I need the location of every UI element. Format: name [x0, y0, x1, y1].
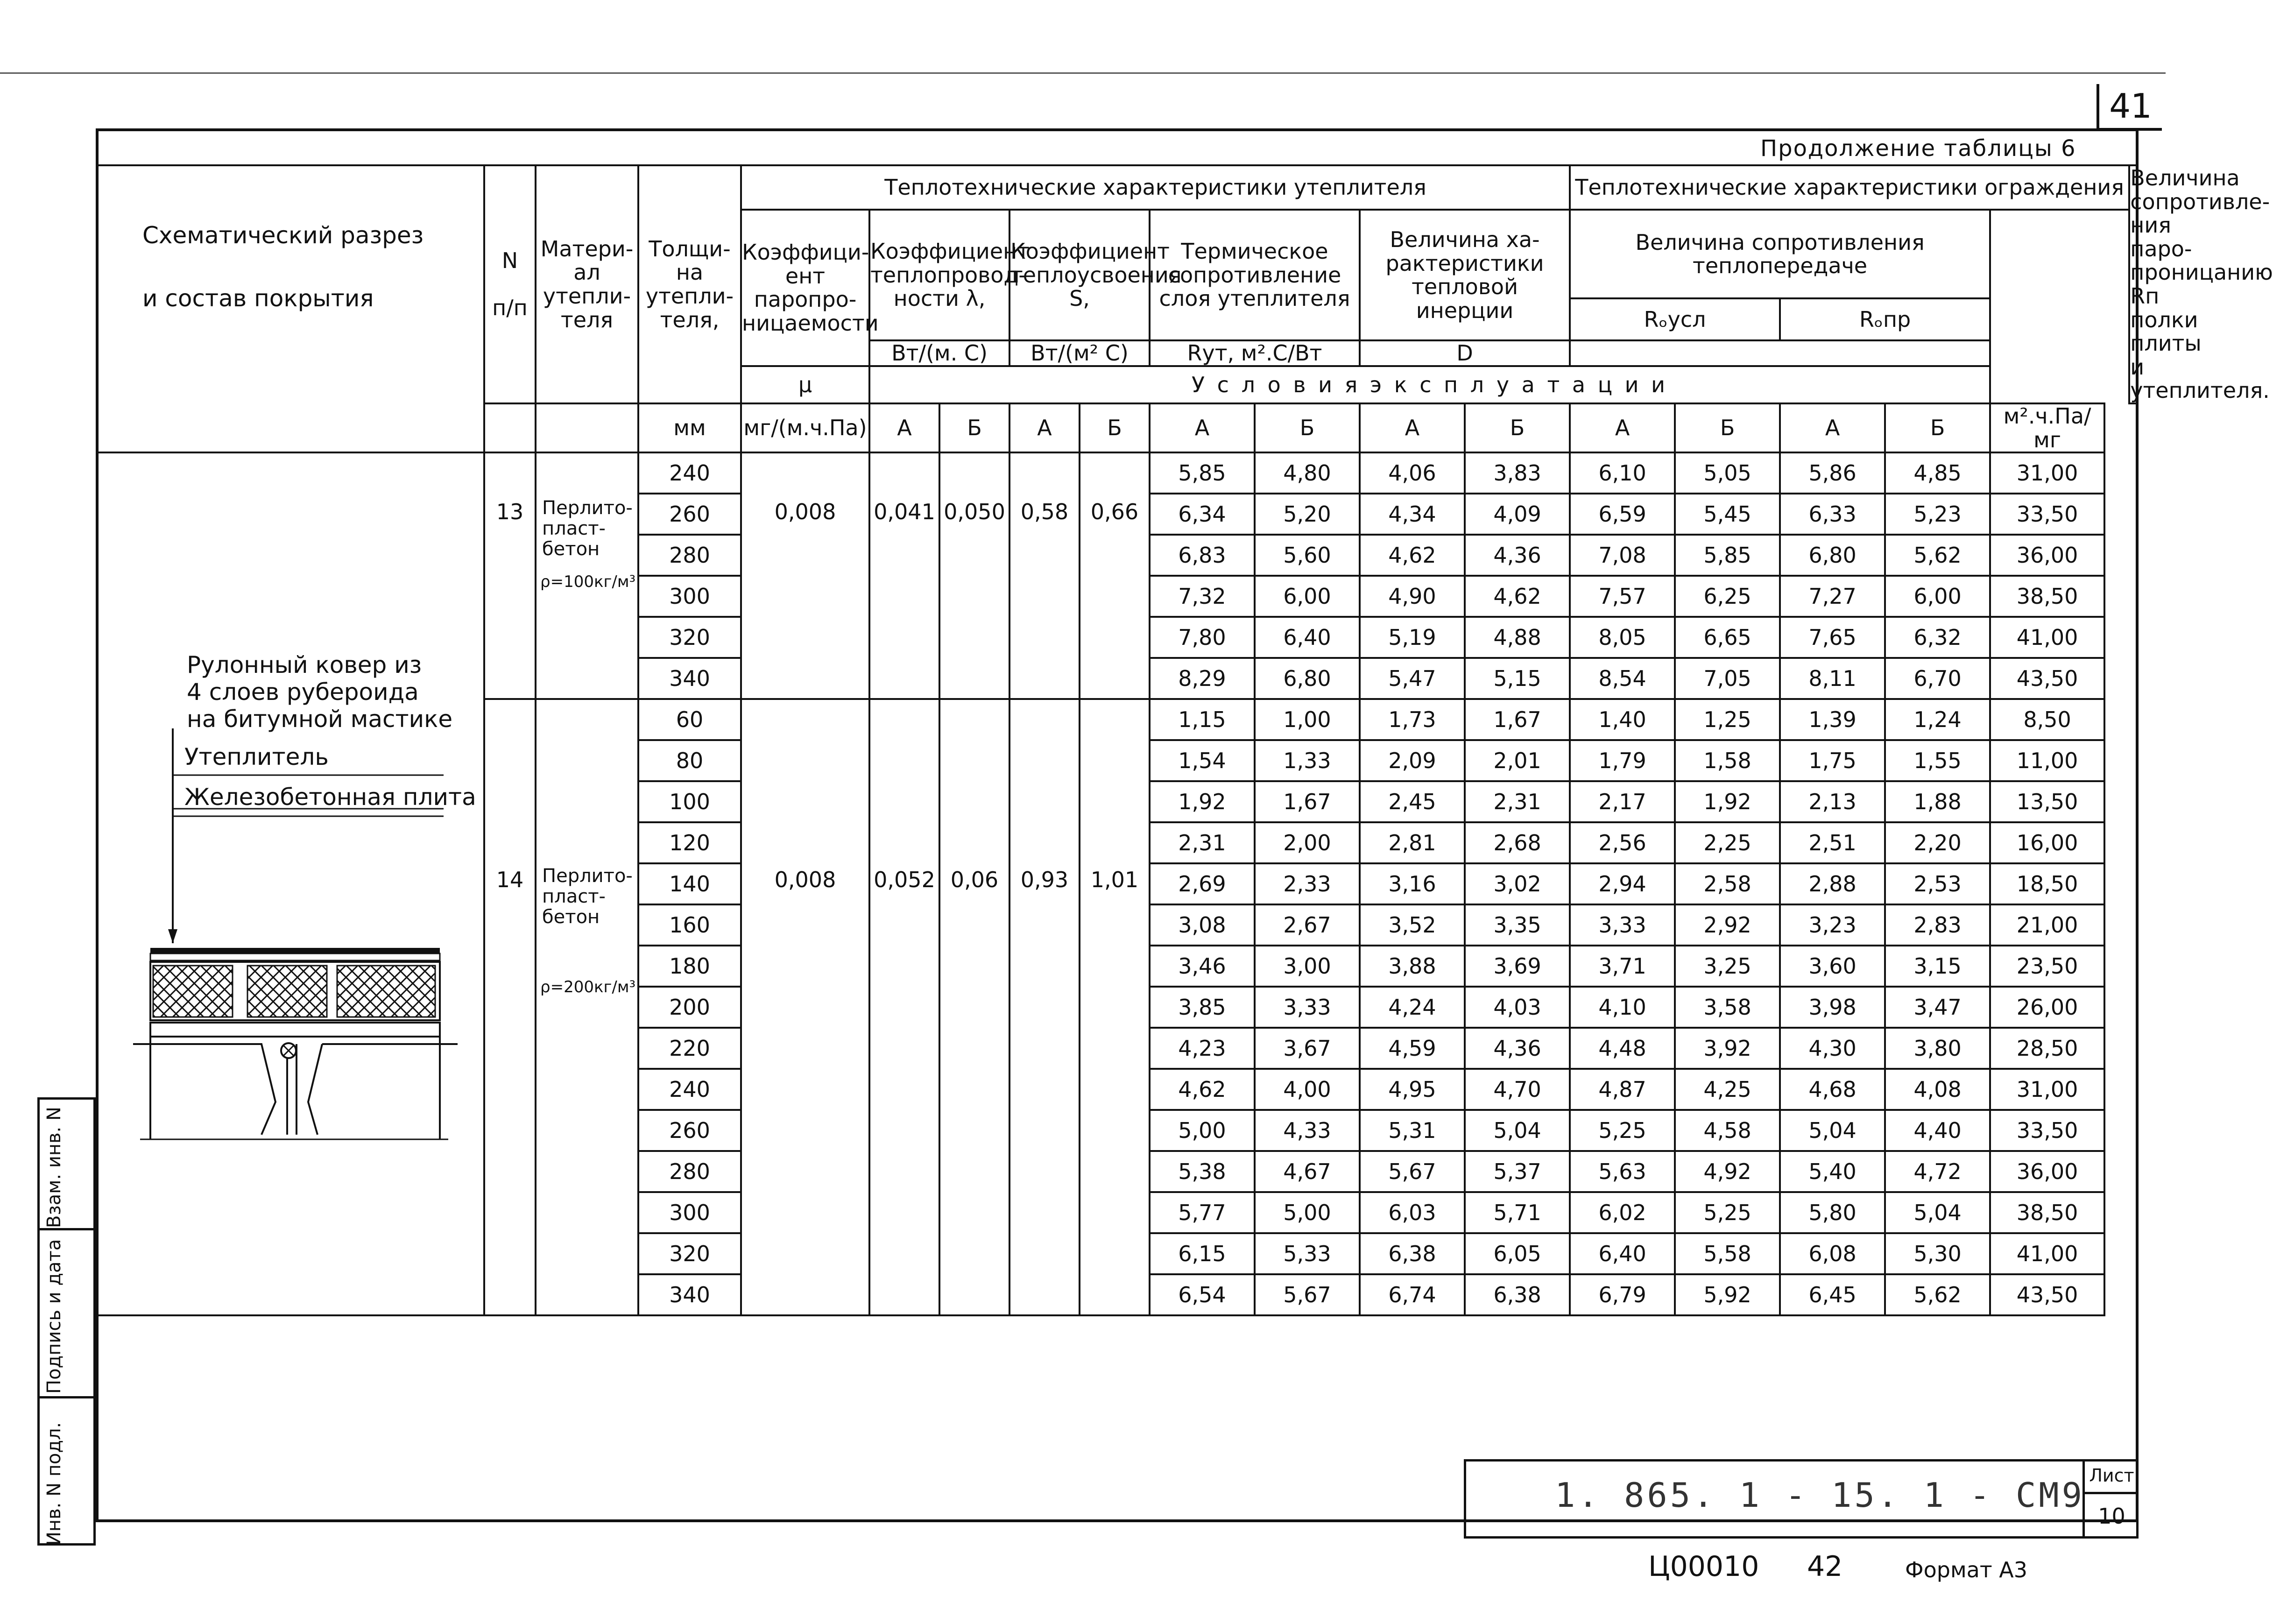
stamp-sign-date: Подпись и дата: [43, 1239, 65, 1394]
value-cell: 1,92: [1675, 781, 1780, 822]
value-cell: 4,62: [1150, 1069, 1255, 1110]
value-cell: 2,31: [1465, 781, 1570, 822]
vapor-unit: мг/(м.ч.Па): [741, 403, 869, 452]
value-cell: 4,00: [1255, 1069, 1360, 1110]
value-cell: 2,33: [1255, 863, 1360, 904]
thickness-cell: 260: [638, 1110, 741, 1151]
value-cell: 21,00: [1990, 904, 2104, 946]
thickness-cell: 340: [638, 658, 741, 699]
group-number: 13: [484, 452, 536, 699]
value-cell: 3,15: [1885, 946, 1990, 987]
table-row: [97, 452, 2138, 494]
value-cell: 3,85: [1150, 987, 1255, 1028]
value-cell: 5,85: [1150, 452, 1255, 494]
value-cell: 4,59: [1360, 1028, 1465, 1069]
thickness-cell: 300: [638, 576, 741, 617]
value-cell: 26,00: [1990, 987, 2104, 1028]
value-cell: 2,53: [1885, 863, 1990, 904]
col-a: А: [1570, 403, 1675, 452]
value-cell: 6,59: [1570, 494, 1675, 535]
lambda-b-cell: 0,050: [939, 452, 1009, 699]
thermal-res-unit: Rут, м².С/Вт: [1150, 340, 1360, 366]
value-cell: 3,35: [1465, 904, 1570, 946]
value-cell: 4,62: [1360, 535, 1465, 576]
thickness-cell: 320: [638, 617, 741, 658]
value-cell: 7,32: [1150, 576, 1255, 617]
value-cell: 5,25: [1675, 1192, 1780, 1233]
value-cell: 4,36: [1465, 1028, 1570, 1069]
value-cell: 6,65: [1675, 617, 1780, 658]
value-cell: 1,58: [1675, 740, 1780, 781]
s-b-cell: 1,01: [1080, 699, 1150, 1315]
value-cell: 7,05: [1675, 658, 1780, 699]
value-cell: 4,80: [1255, 452, 1360, 494]
value-cell: 5,05: [1675, 452, 1780, 494]
value-cell: 4,34: [1360, 494, 1465, 535]
top-trim-line: [0, 72, 2166, 74]
value-cell: 7,27: [1780, 576, 1885, 617]
value-cell: 5,23: [1885, 494, 1990, 535]
value-cell: 4,03: [1465, 987, 1570, 1028]
value-cell: 1,54: [1150, 740, 1255, 781]
value-cell: 43,50: [1990, 658, 2104, 699]
value-cell: 2,45: [1360, 781, 1465, 822]
value-cell: 6,38: [1465, 1274, 1570, 1315]
s-a-cell: 0,58: [1009, 452, 1080, 699]
value-cell: 2,81: [1360, 822, 1465, 863]
heat-transfer-header: Величина сопротивления теплопередаче: [1570, 210, 1990, 298]
thickness-cell: 160: [638, 904, 741, 946]
thickness-cell: 60: [638, 699, 741, 740]
density-label: ρ=100кг/м³: [540, 572, 636, 592]
value-cell: 4,68: [1780, 1069, 1885, 1110]
value-cell: 7,65: [1780, 617, 1885, 658]
value-cell: 4,95: [1360, 1069, 1465, 1110]
value-cell: 1,33: [1255, 740, 1360, 781]
thickness-cell: 120: [638, 822, 741, 863]
value-cell: 31,00: [1990, 452, 2104, 494]
value-cell: 6,74: [1360, 1274, 1465, 1315]
value-cell: 1,88: [1885, 781, 1990, 822]
value-cell: 31,00: [1990, 1069, 2104, 1110]
value-cell: 7,57: [1570, 576, 1675, 617]
value-cell: 13,50: [1990, 781, 2104, 822]
value-cell: 3,83: [1465, 452, 1570, 494]
value-cell: 6,38: [1360, 1233, 1465, 1274]
value-cell: 5,60: [1255, 535, 1360, 576]
value-cell: 4,67: [1255, 1151, 1360, 1192]
value-cell: 5,04: [1465, 1110, 1570, 1151]
insul-group-header: Теплотехнические характеристики утеплителя: [741, 165, 1570, 210]
value-cell: 6,83: [1150, 535, 1255, 576]
value-cell: 5,47: [1360, 658, 1465, 699]
value-cell: 6,80: [1780, 535, 1885, 576]
value-cell: 2,01: [1465, 740, 1570, 781]
value-cell: 3,02: [1465, 863, 1570, 904]
value-cell: 4,24: [1360, 987, 1465, 1028]
value-cell: 1,55: [1885, 740, 1990, 781]
footer-code: Ц00010: [1648, 1550, 1759, 1583]
value-cell: 1,39: [1780, 699, 1885, 740]
material-label: Перлито- пласт- бетон: [542, 497, 633, 560]
thickness-cell: 300: [638, 1192, 741, 1233]
group-number: 14: [484, 699, 536, 1315]
layer-insulation: Утеплитель: [184, 743, 329, 770]
value-cell: 2,69: [1150, 863, 1255, 904]
value-cell: 1,79: [1570, 740, 1675, 781]
col-b: Б: [1885, 403, 1990, 452]
value-cell: 5,63: [1570, 1151, 1675, 1192]
value-cell: 5,80: [1780, 1192, 1885, 1233]
s-b-cell: 0,66: [1080, 452, 1150, 699]
value-cell: 3,23: [1780, 904, 1885, 946]
value-cell: 1,73: [1360, 699, 1465, 740]
value-cell: 4,40: [1885, 1110, 1990, 1151]
value-cell: 5,19: [1360, 617, 1465, 658]
value-cell: 6,40: [1255, 617, 1360, 658]
value-cell: 3,25: [1675, 946, 1780, 987]
value-cell: 33,50: [1990, 1110, 2104, 1151]
value-cell: 3,46: [1150, 946, 1255, 987]
value-cell: 1,00: [1255, 699, 1360, 740]
value-cell: 5,67: [1360, 1151, 1465, 1192]
value-cell: 5,67: [1255, 1274, 1360, 1315]
scheme-title-2: и состав покрытия: [142, 285, 374, 312]
value-cell: 4,85: [1885, 452, 1990, 494]
value-cell: 6,40: [1570, 1233, 1675, 1274]
value-cell: 3,67: [1255, 1028, 1360, 1069]
fence-group-header: Теплотехнические характеристики ограждения: [1570, 165, 2129, 210]
value-cell: 1,25: [1675, 699, 1780, 740]
value-cell: 4,30: [1780, 1028, 1885, 1069]
value-cell: 5,58: [1675, 1233, 1780, 1274]
document-number: 1. 865. 1 - 15. 1 - СМ9: [1555, 1476, 2085, 1515]
value-cell: 2,68: [1465, 822, 1570, 863]
value-cell: 5,40: [1780, 1151, 1885, 1192]
value-cell: 5,71: [1465, 1192, 1570, 1233]
vapor-res-unit: м².ч.Па/мг: [1990, 403, 2104, 452]
sheet-corner-number: 41: [2097, 84, 2162, 131]
value-cell: 4,09: [1465, 494, 1570, 535]
value-cell: 3,33: [1255, 987, 1360, 1028]
col-b: Б: [1675, 403, 1780, 452]
inertia-symbol: D: [1360, 340, 1570, 366]
value-cell: 6,80: [1255, 658, 1360, 699]
value-cell: 3,08: [1150, 904, 1255, 946]
value-cell: 2,09: [1360, 740, 1465, 781]
col-b: Б: [939, 403, 1009, 452]
thickness-cell: 80: [638, 740, 741, 781]
thickness-cell: 100: [638, 781, 741, 822]
value-cell: 3,16: [1360, 863, 1465, 904]
lambda-b-cell: 0,06: [939, 699, 1009, 1315]
value-cell: 33,50: [1990, 494, 2104, 535]
density-label: ρ=200кг/м³: [540, 978, 636, 997]
value-cell: 4,06: [1360, 452, 1465, 494]
thickness-cell: 320: [638, 1233, 741, 1274]
value-cell: 4,10: [1570, 987, 1675, 1028]
lambda-header: Коэффициент теплопровод- ности λ,: [869, 210, 1009, 340]
value-cell: 16,00: [1990, 822, 2104, 863]
vapor-coef-header: Коэффици- ент паропро- ницаемости: [741, 210, 869, 366]
value-cell: 2,83: [1885, 904, 1990, 946]
thickness-cell: 240: [638, 452, 741, 494]
thickness-cell: 340: [638, 1274, 741, 1315]
value-cell: 5,04: [1780, 1110, 1885, 1151]
value-cell: 4,72: [1885, 1151, 1990, 1192]
value-cell: 1,92: [1150, 781, 1255, 822]
value-cell: 8,11: [1780, 658, 1885, 699]
thickness-cell: 280: [638, 535, 741, 576]
col-a: А: [1150, 403, 1255, 452]
value-cell: 1,24: [1885, 699, 1990, 740]
value-cell: 2,58: [1675, 863, 1780, 904]
value-cell: 4,48: [1570, 1028, 1675, 1069]
value-cell: 3,71: [1570, 946, 1675, 987]
group-material: [536, 699, 638, 1315]
value-cell: 5,45: [1675, 494, 1780, 535]
r-usl-header: Rₒусл: [1570, 298, 1780, 340]
value-cell: 38,50: [1990, 576, 2104, 617]
value-cell: 3,69: [1465, 946, 1570, 987]
lambda-a-cell: 0,052: [869, 699, 939, 1315]
value-cell: 6,08: [1780, 1233, 1885, 1274]
value-cell: 3,88: [1360, 946, 1465, 987]
value-cell: 5,85: [1675, 535, 1780, 576]
stamp-vzam: Взам. инв. N: [43, 1107, 65, 1228]
value-cell: 6,03: [1360, 1192, 1465, 1233]
value-cell: 6,32: [1885, 617, 1990, 658]
value-cell: 38,50: [1990, 1192, 2104, 1233]
sheet-number: 10: [2098, 1504, 2125, 1529]
s-a-cell: 0,93: [1009, 699, 1080, 1315]
value-cell: 3,92: [1675, 1028, 1780, 1069]
stamp-inv: Инв. N подл.: [43, 1422, 65, 1546]
layer-slab: Железобетонная плита: [184, 784, 476, 811]
value-cell: 3,80: [1885, 1028, 1990, 1069]
value-cell: 6,25: [1675, 576, 1780, 617]
material-label: Перлито- пласт- бетон: [542, 865, 633, 928]
value-cell: 1,67: [1255, 781, 1360, 822]
value-cell: 6,02: [1570, 1192, 1675, 1233]
value-cell: 5,04: [1885, 1192, 1990, 1233]
value-cell: 36,00: [1990, 535, 2104, 576]
value-cell: 2,31: [1150, 822, 1255, 863]
vapor-cell: 0,008: [741, 699, 869, 1315]
value-cell: 8,05: [1570, 617, 1675, 658]
value-cell: 2,20: [1885, 822, 1990, 863]
thermal-res-header: Термическое сопротивление слоя утеплителя: [1150, 210, 1360, 340]
value-cell: 5,62: [1885, 1274, 1990, 1315]
value-cell: 3,52: [1360, 904, 1465, 946]
value-cell: 1,75: [1780, 740, 1885, 781]
col-b: Б: [1255, 403, 1360, 452]
col-a: А: [869, 403, 939, 452]
value-cell: 5,00: [1255, 1192, 1360, 1233]
value-cell: 3,58: [1675, 987, 1780, 1028]
value-cell: 2,13: [1780, 781, 1885, 822]
value-cell: 6,00: [1885, 576, 1990, 617]
value-cell: 41,00: [1990, 1233, 2104, 1274]
continuation-label: Продолжение таблицы 6: [1760, 135, 2076, 162]
vapor-cell: 0,008: [741, 452, 869, 699]
value-cell: 2,00: [1255, 822, 1360, 863]
num-spacer: [484, 403, 536, 452]
left-stamp: [37, 1097, 96, 1546]
value-cell: 43,50: [1990, 1274, 2104, 1315]
layer-roofing: Рулонный ковер из 4 слоев рубероида на битумной мастике: [187, 651, 453, 733]
value-cell: 7,08: [1570, 535, 1675, 576]
value-cell: 5,30: [1885, 1233, 1990, 1274]
thickness-cell: 220: [638, 1028, 741, 1069]
s-unit: Вт/(м² С): [1009, 340, 1150, 366]
value-cell: 5,31: [1360, 1110, 1465, 1151]
value-cell: 2,51: [1780, 822, 1885, 863]
value-cell: 2,25: [1675, 822, 1780, 863]
value-cell: 3,47: [1885, 987, 1990, 1028]
thickness-cell: 140: [638, 863, 741, 904]
value-cell: 3,60: [1780, 946, 1885, 987]
thickness-header: Толщи- на утепли- теля,: [638, 165, 741, 403]
s-coef-header: Коэффициент теплоусвоения S,: [1009, 210, 1150, 340]
value-cell: 5,92: [1675, 1274, 1780, 1315]
col-a: А: [1780, 403, 1885, 452]
col-a: А: [1360, 403, 1465, 452]
value-cell: 5,15: [1465, 658, 1570, 699]
value-cell: 2,88: [1780, 863, 1885, 904]
value-cell: 4,87: [1570, 1069, 1675, 1110]
value-cell: 4,25: [1675, 1069, 1780, 1110]
col-b: Б: [1465, 403, 1570, 452]
group-material: [536, 452, 638, 699]
value-cell: 8,54: [1570, 658, 1675, 699]
thickness-unit: мм: [638, 403, 741, 452]
value-cell: 2,17: [1570, 781, 1675, 822]
vapor-res-header: Величина сопротивле- ния паро- проницанию Rп полки плиты и утеплителя.: [2130, 165, 2273, 403]
value-cell: 2,92: [1675, 904, 1780, 946]
value-cell: 3,00: [1255, 946, 1360, 987]
value-cell: 4,08: [1885, 1069, 1990, 1110]
value-cell: 5,00: [1150, 1110, 1255, 1151]
value-cell: 1,67: [1465, 699, 1570, 740]
sheet-box: [2082, 1459, 2139, 1539]
value-cell: 6,70: [1885, 658, 1990, 699]
vapor-symbol: μ: [741, 366, 869, 403]
value-cell: 3,98: [1780, 987, 1885, 1028]
value-cell: 7,80: [1150, 617, 1255, 658]
lambda-unit: Вт/(м. С): [869, 340, 1009, 366]
value-cell: 4,88: [1465, 617, 1570, 658]
value-cell: 2,94: [1570, 863, 1675, 904]
inertia-header: Величина ха- рактеристики тепловой инерции: [1360, 210, 1570, 340]
thickness-cell: 240: [638, 1069, 741, 1110]
value-cell: 6,45: [1780, 1274, 1885, 1315]
r-pr-header: Rₒпр: [1780, 298, 1990, 340]
thickness-cell: 280: [638, 1151, 741, 1192]
thickness-cell: 200: [638, 987, 741, 1028]
value-cell: 5,20: [1255, 494, 1360, 535]
value-cell: 6,79: [1570, 1274, 1675, 1315]
value-cell: 4,33: [1255, 1110, 1360, 1151]
value-cell: 4,70: [1465, 1069, 1570, 1110]
value-cell: 4,90: [1360, 576, 1465, 617]
value-cell: 6,15: [1150, 1233, 1255, 1274]
material-spacer: [536, 403, 638, 452]
value-cell: 2,56: [1570, 822, 1675, 863]
value-cell: 3,33: [1570, 904, 1675, 946]
value-cell: 1,40: [1570, 699, 1675, 740]
value-cell: 6,33: [1780, 494, 1885, 535]
lambda-a-cell: 0,041: [869, 452, 939, 699]
footer-page: 42: [1807, 1550, 1843, 1583]
value-cell: 36,00: [1990, 1151, 2104, 1192]
value-cell: 6,10: [1570, 452, 1675, 494]
value-cell: 8,29: [1150, 658, 1255, 699]
value-cell: 6,00: [1255, 576, 1360, 617]
value-cell: 5,86: [1780, 452, 1885, 494]
value-cell: 11,00: [1990, 740, 2104, 781]
conditions-header: У с л о в и я э к с п л у а т а ц и и: [869, 366, 1990, 403]
value-cell: 4,62: [1465, 576, 1570, 617]
col-b: Б: [1080, 403, 1150, 452]
value-cell: 41,00: [1990, 617, 2104, 658]
value-cell: 28,50: [1990, 1028, 2104, 1069]
value-cell: 6,34: [1150, 494, 1255, 535]
value-cell: 4,58: [1675, 1110, 1780, 1151]
value-cell: 6,05: [1465, 1233, 1570, 1274]
value-cell: 5,62: [1885, 535, 1990, 576]
value-cell: 18,50: [1990, 863, 2104, 904]
sheet-label: Лист: [2085, 1459, 2139, 1494]
value-cell: 5,37: [1465, 1151, 1570, 1192]
scheme-title-1: Схематический разрез: [142, 222, 424, 249]
col-a: А: [1009, 403, 1080, 452]
footer-format: Формат А3: [1905, 1557, 2027, 1582]
heat-transfer-spacer: [1570, 340, 1990, 366]
value-cell: 4,92: [1675, 1151, 1780, 1192]
value-cell: 2,67: [1255, 904, 1360, 946]
value-cell: 5,33: [1255, 1233, 1360, 1274]
value-cell: 5,38: [1150, 1151, 1255, 1192]
num-header: N п/п: [484, 165, 536, 403]
thickness-cell: 260: [638, 494, 741, 535]
value-cell: 6,54: [1150, 1274, 1255, 1315]
value-cell: 23,50: [1990, 946, 2104, 987]
roof-section-drawing: [121, 728, 476, 1149]
thickness-cell: 180: [638, 946, 741, 987]
value-cell: 1,15: [1150, 699, 1255, 740]
material-header: Матери- ал утепли- теля: [536, 165, 638, 403]
value-cell: 4,23: [1150, 1028, 1255, 1069]
value-cell: 8,50: [1990, 699, 2104, 740]
value-cell: 4,36: [1465, 535, 1570, 576]
value-cell: 5,25: [1570, 1110, 1675, 1151]
value-cell: 5,77: [1150, 1192, 1255, 1233]
